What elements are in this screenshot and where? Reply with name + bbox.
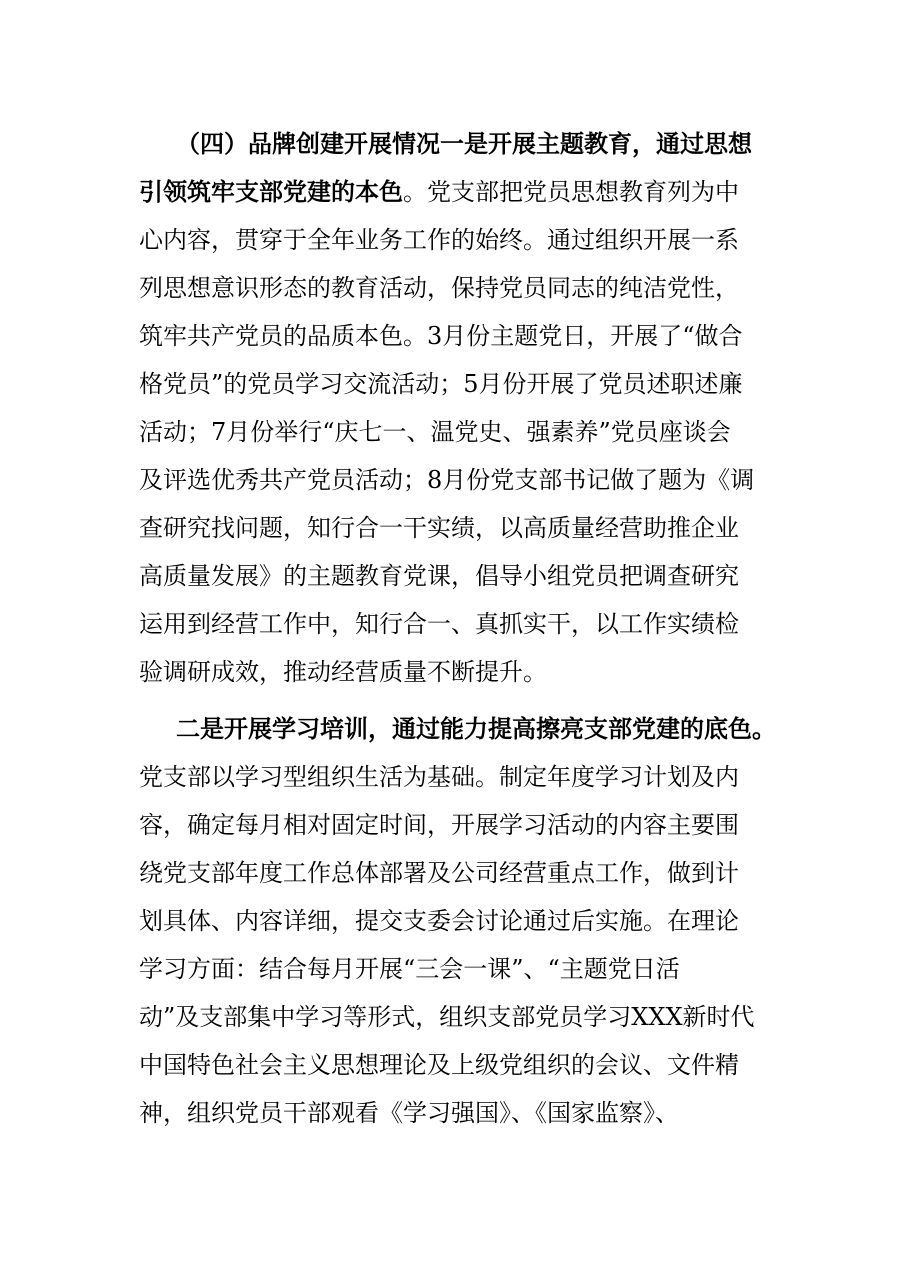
body-text: 活动；7月份举行“庆七一、温党史、强素养”党员座谈会 [139,418,731,446]
text-line [139,224,739,256]
text-line [139,320,743,352]
text-line [139,368,743,400]
text-line [139,953,680,985]
body-text: 划具体、内容详细，提交支委会讨论通过后实施。在理论 [139,907,739,935]
text-line [176,713,776,745]
text-line [139,464,754,496]
text-line [139,857,739,889]
text-line [139,809,739,841]
body-text: 格党员”的党员学习交流活动；5月份开展了党员述职述廉 [139,370,743,398]
body-text: 高质量发展》的主题教育党课，倡导小组党员把调查研究 [139,562,739,590]
text-line [139,1097,679,1129]
body-text: 绕党支部年度工作总体部署及公司经营重点工作，做到计 [139,859,739,887]
body-text: 学习方面：结合每月开展“三会一课”、“主题党日活 [139,955,680,983]
body-text: 党支部以学习型组织生活为基础。制定年度学习计划及内 [139,763,739,791]
text-line [139,761,739,793]
text-line [139,416,731,448]
text-line [139,608,739,640]
text-line [139,656,547,688]
text-line [139,176,739,208]
text-line [139,512,739,544]
body-text: 动”及支部集中学习等形式，组织支部党员学习XXX新时代 [139,1003,755,1031]
bold-heading-text: 引领筑牢支部党建的本色 [139,178,403,206]
body-text: 筑牢共产党员的品质本色。3月份主题党日，开展了“做合 [139,322,743,350]
body-text: 运用到经营工作中，知行合一、真抓实干，以工作实绩检 [139,610,739,638]
body-text: 查研究找问题，知行合一干实绩，以高质量经营助推企业 [139,514,739,542]
body-text: 容，确定每月相对固定时间，开展学习活动的内容主要围 [139,811,739,839]
bold-heading-text: 二是开展学习培训，通过能力提高擦亮支部党建的底色。 [176,715,776,743]
body-text: 心内容，贯穿于全年业务工作的始终。通过组织开展一系 [139,226,739,254]
text-line [139,272,739,304]
text-line [176,128,752,160]
text-line [139,560,739,592]
bold-heading-text: （四）品牌创建开展情况一是开展主题教育，通过思想 [176,130,752,158]
body-text: 及评选优秀共产党员活动；8月份党支部书记做了题为《调 [139,466,755,494]
text-line [139,1001,755,1033]
text-line [139,1049,739,1081]
text-line [139,905,739,937]
body-text: 中国特色社会主义思想理论及上级党组织的会议、文件精 [139,1051,739,1079]
body-text: 。党支部把党员思想教育列为中 [403,178,739,206]
body-text: 神，组织党员干部观看《学习强国》、《国家监察》、 [139,1099,679,1127]
body-text: 验调研成效，推动经营质量不断提升。 [139,658,547,686]
body-text: 列思想意识形态的教育活动，保持党员同志的纯洁党性， [139,274,739,302]
